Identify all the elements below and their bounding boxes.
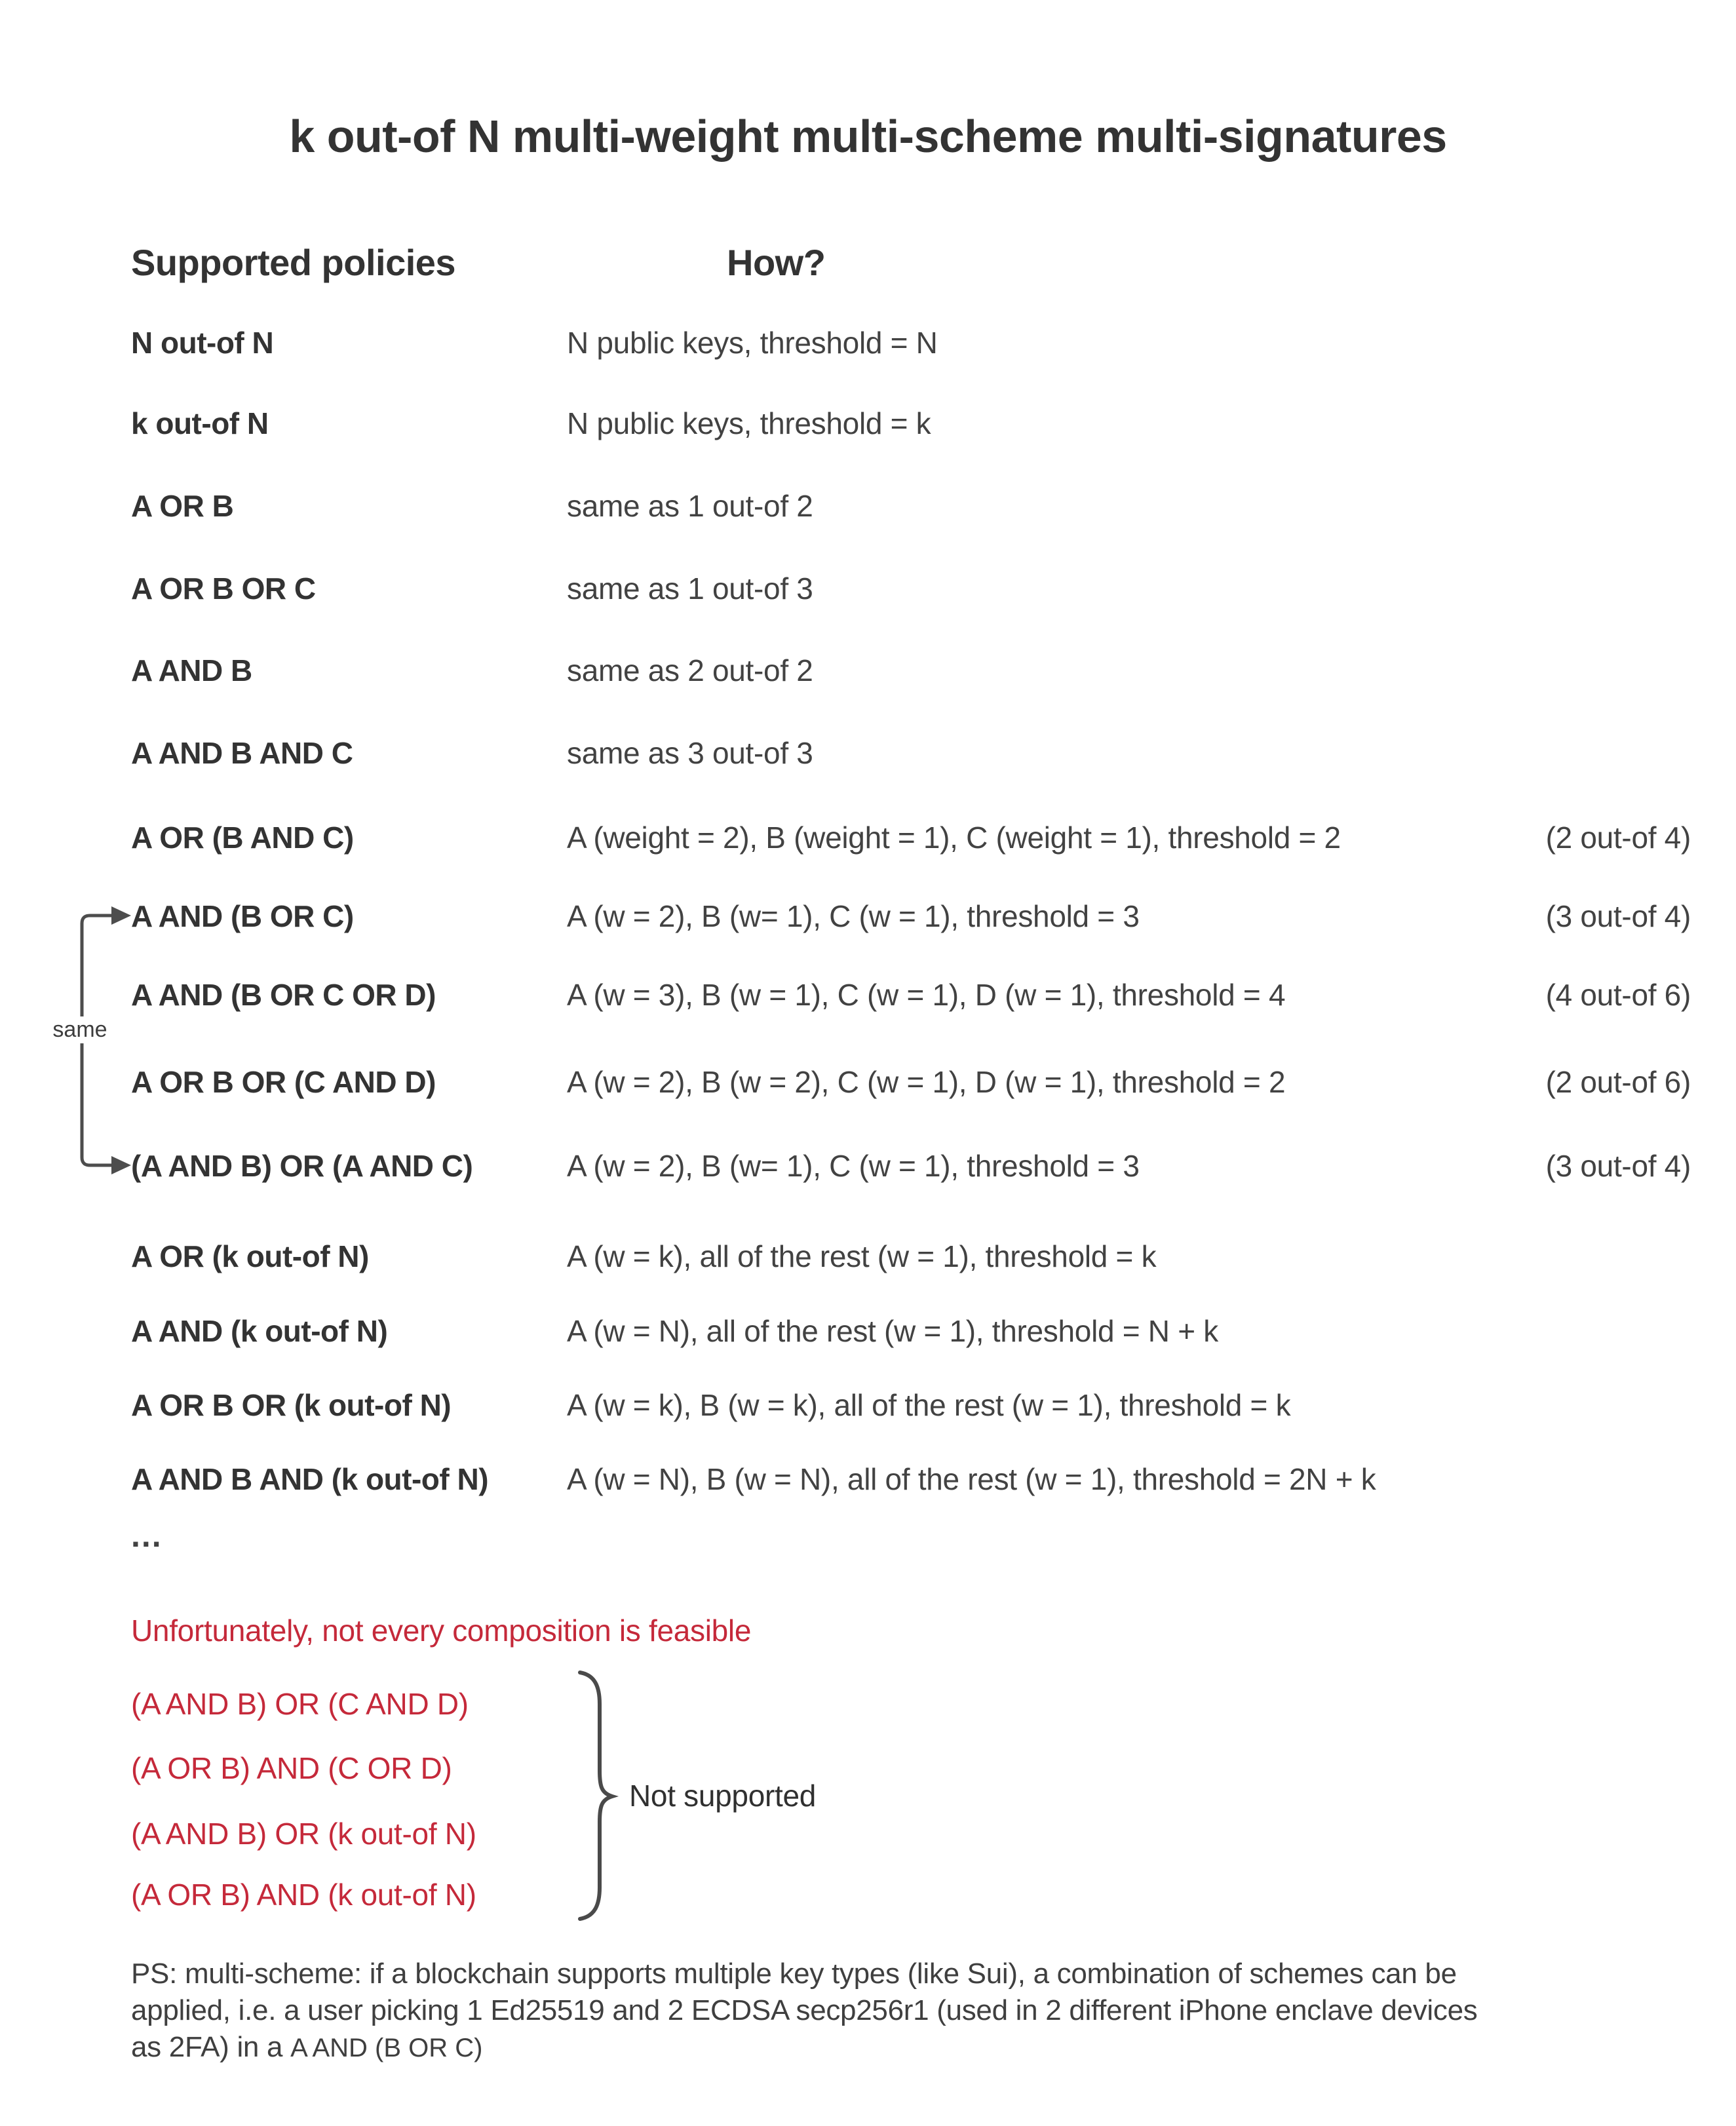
more-rows-ellipsis: ... (131, 1517, 163, 1554)
out-of-note: (3 out-of 4) (1545, 899, 1691, 933)
how-text (567, 1065, 1691, 1100)
table-row (131, 571, 1691, 606)
policy-label: A AND B AND (k out-of N) (131, 1462, 489, 1496)
policy-label: (A AND B) OR (A AND C) (131, 1149, 473, 1183)
policy-label: A AND B (131, 653, 252, 687)
infeasible-item: (A AND B) OR (C AND D) (131, 1687, 469, 1721)
how-text (567, 899, 1691, 934)
column-header-how: How? (727, 242, 826, 283)
how-main: A (w = 2), B (w = 2), C (w = 1), D (w = 1), threshold = 2 (567, 1065, 1286, 1099)
out-of-note (1671, 1462, 1691, 1497)
arrow-up-right-icon (111, 906, 131, 925)
table-row (131, 736, 1691, 771)
table-row (131, 821, 1691, 855)
how-text (567, 1388, 1691, 1423)
infeasible-heading: Unfortunately, not every composition is feasible (131, 1614, 752, 1648)
table-row (131, 1065, 1691, 1100)
table-row (131, 899, 1691, 934)
policy-label: A OR (k out-of N) (131, 1239, 369, 1273)
how-text (567, 736, 1691, 771)
out-of-note (1671, 736, 1691, 771)
policy-label: A OR B OR (C AND D) (131, 1065, 436, 1099)
out-of-note: (2 out-of 4) (1545, 821, 1691, 855)
curly-brace-icon (564, 1658, 636, 1933)
how-text (567, 489, 1691, 524)
out-of-note (1671, 489, 1691, 524)
how-main: A (w = 2), B (w= 1), C (w = 1), threshold = 3 (567, 1149, 1140, 1183)
policy-label: A OR B OR C (131, 571, 316, 606)
policy-label: A OR (B AND C) (131, 821, 354, 855)
out-of-note (1671, 1314, 1691, 1349)
ps-note (131, 1956, 1658, 2066)
table-row (131, 978, 1691, 1013)
infeasible-item: (A OR B) AND (k out-of N) (131, 1878, 476, 1912)
ps-line-3 (131, 2029, 1658, 2066)
same-label: same (47, 1016, 113, 1043)
how-main: A (w = N), all of the rest (w = 1), threshold = N + k (567, 1314, 1218, 1348)
how-text (567, 1149, 1691, 1184)
arrow-down-right-icon (111, 1156, 131, 1174)
out-of-note (1671, 653, 1691, 688)
how-main: A (w = 2), B (w= 1), C (w = 1), threshold = 3 (567, 899, 1140, 933)
table-row (131, 653, 1691, 688)
out-of-note: (3 out-of 4) (1545, 1149, 1691, 1183)
how-main: N public keys, threshold = k (567, 406, 931, 440)
how-text (567, 1314, 1691, 1349)
table-row (131, 1239, 1691, 1274)
out-of-note: (2 out-of 6) (1545, 1065, 1691, 1099)
ps-line-2: applied, i.e. a user picking 1 Ed25519 and 2 ECDSA secp256r1 (used in 2 different iPhone enclave devices (131, 1994, 1478, 2026)
out-of-note (1671, 1239, 1691, 1274)
how-main: A (w = 3), B (w = 1), C (w = 1), D (w = 1), threshold = 4 (567, 978, 1286, 1012)
policy-label: A AND (B OR C OR D) (131, 978, 436, 1012)
how-main: A (w = k), B (w = k), all of the rest (w = 1), threshold = k (567, 1388, 1291, 1422)
policy-label: k out-of N (131, 406, 269, 440)
how-main: same as 1 out-of 3 (567, 571, 813, 606)
table-row (131, 489, 1691, 524)
out-of-note (1671, 406, 1691, 441)
policy-label: N out-of N (131, 326, 274, 360)
how-main: A (w = N), B (w = N), all of the rest (w = 1), threshold = 2N + k (567, 1462, 1376, 1496)
how-text (567, 571, 1691, 606)
table-row (131, 326, 1691, 360)
infeasible-item: (A OR B) AND (C OR D) (131, 1751, 452, 1785)
table-row (131, 406, 1691, 441)
out-of-note (1671, 571, 1691, 606)
how-text (567, 1462, 1691, 1497)
policy-label: A OR B OR (k out-of N) (131, 1388, 452, 1422)
policy-label: A AND (B OR C) (131, 899, 354, 933)
ps-line-1: PS: multi-scheme: if a blockchain supports multiple key types (like Sui), a combination of schemes can be (131, 1958, 1457, 1990)
page-title: k out-of N multi-weight multi-scheme multi-signatures (289, 111, 1447, 162)
policy-label: A OR B (131, 489, 234, 523)
how-text (567, 653, 1691, 688)
table-row (131, 1149, 1691, 1184)
how-main: A (w = k), all of the rest (w = 1), threshold = k (567, 1239, 1157, 1273)
column-header-supported-policies: Supported policies (131, 242, 456, 283)
how-main: N public keys, threshold = N (567, 326, 938, 360)
out-of-note: (4 out-of 6) (1545, 978, 1691, 1012)
ps-line-3-policy: A AND (B OR C) (290, 2034, 483, 2062)
policy-label: A AND B AND C (131, 736, 353, 770)
how-main: same as 2 out-of 2 (567, 653, 813, 687)
table-row (131, 1314, 1691, 1349)
table-row (131, 1388, 1691, 1423)
infeasible-item: (A AND B) OR (k out-of N) (131, 1817, 476, 1851)
table-row (131, 1462, 1691, 1497)
policy-label: A AND (k out-of N) (131, 1314, 388, 1348)
ps-line-3-prefix: as 2FA) in a (131, 2031, 291, 2063)
how-main: same as 1 out-of 2 (567, 489, 813, 523)
how-main: same as 3 out-of 3 (567, 736, 813, 770)
how-text (567, 821, 1691, 855)
not-supported-label: Not supported (629, 1779, 817, 1813)
how-text (567, 1239, 1691, 1274)
out-of-note (1671, 1388, 1691, 1423)
how-text (567, 406, 1691, 441)
how-main: A (weight = 2), B (weight = 1), C (weight = 1), threshold = 2 (567, 821, 1341, 855)
out-of-note (1671, 326, 1691, 360)
how-text (567, 326, 1691, 360)
how-text (567, 978, 1691, 1013)
